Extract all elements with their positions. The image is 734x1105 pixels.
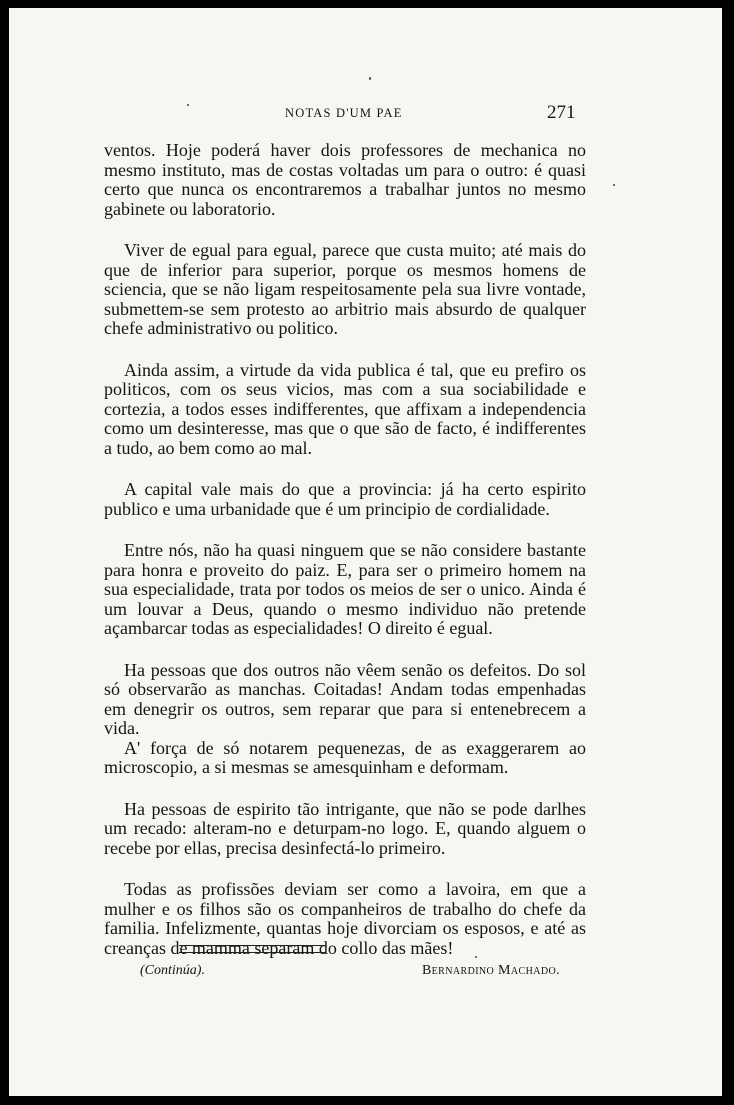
paragraph-3: Ainda assim, a virtude da vida publica é tal, que eu prefiro os politicos, com os seus vicios, mas com a sua sociabilidade e cortezia, a todos esses indifferentes, que affixam a independencia como um desinteresse, mas que o que são de facto, é indifferentes a tudo, ao bem como ao mal. bbox=[104, 359, 586, 458]
ink-speck bbox=[187, 104, 189, 106]
ink-speck bbox=[475, 956, 477, 958]
author-signature: Bernardino Machado. bbox=[421, 963, 560, 978]
ink-speck bbox=[613, 184, 615, 186]
body-text bbox=[104, 141, 586, 979]
paragraph-9: Todas as profissões deviam ser como a lavoira, em que a mulher e os filhos são os companheiros de trabalho do chefe da familia. Infelizmente, quantas hoje divorciam os esposos, e até as creanças de mamma separam do collo das mães! bbox=[104, 879, 586, 958]
closing-rule bbox=[179, 945, 325, 953]
page-number: 271 bbox=[547, 102, 576, 123]
paragraph-6: Ha pessoas que dos outros não vêem senão os defeitos. Do sol só observarão as manchas. Coitadas! Andam todas empenhadas em denegrir os outros, sem reparar que para si entenebrecem a vida. bbox=[104, 659, 586, 738]
book-page bbox=[9, 8, 722, 1096]
paragraph-4: A capital vale mais do que a provincia: já ha certo espirito publico e uma urbanidade que é um principio de cordialidade. bbox=[104, 479, 586, 519]
signature-row bbox=[104, 959, 586, 979]
paragraph-1: ventos. Hoje poderá haver dois professores de mechanica no mesmo instituto, mas de costas voltadas um para o outro: é quasi certo que nunca os encontraremos a trabalhar juntos no mesmo gabinete ou laboratorio. bbox=[104, 140, 586, 219]
running-title: NOTAS D'UM PAE bbox=[285, 106, 403, 120]
paragraph-2: Viver de egual para egual, parece que custa muito; até mais do que de inferior para superior, porque os mesmos homens de sciencia, que se não ligam respeitosamente pela sua livre vontade, submettem-se sem protesto ao arbitrio mais absurdo de qualquer chefe administrativo ou politico. bbox=[104, 240, 586, 338]
paragraph-5: Entre nós, não ha quasi ninguem que se não considere bastante para honra e proveito do paiz. E, para ser o primeiro homem na sua especialidade, trata por todos os meios de ser o unico. Ainda é um louvar a Deus, quando o mesmo individuo não pretende açambarcar todas as especialidades! O direito é egual. bbox=[104, 540, 586, 638]
page-header bbox=[9, 104, 722, 128]
ink-speck bbox=[369, 77, 371, 80]
paragraph-7: A' força de só notarem pequenezas, de as exaggerarem ao microscopio, a si mesmas se amesquinham e deformam. bbox=[104, 737, 586, 777]
paragraph-8: Ha pessoas de espirito tão intrigante, que não se pode darlhes um recado: alteram-no e deturpam-no logo. E, quando alguem o recebe por ellas, precisa desinfectá-lo primeiro. bbox=[104, 798, 586, 858]
continues-note: (Continúa). bbox=[140, 963, 205, 978]
